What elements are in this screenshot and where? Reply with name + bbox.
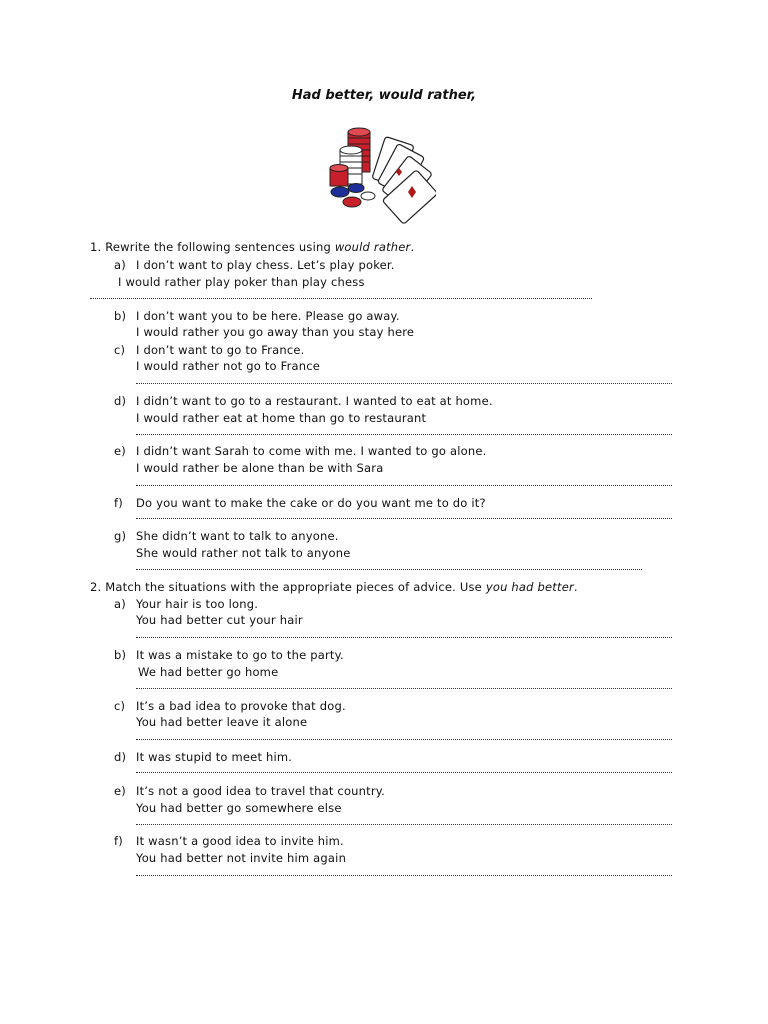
instruction-emphasis: you had better bbox=[485, 580, 574, 594]
section-1-instruction: 1. Rewrite the following sentences using would rather. bbox=[90, 240, 415, 254]
answer-line bbox=[136, 688, 672, 689]
answer-line bbox=[136, 383, 672, 384]
section-2-instruction: 2. Match the situations with the appropriate pieces of advice. Use you had better. bbox=[90, 580, 578, 594]
instruction-emphasis: would rather bbox=[334, 240, 411, 254]
exercise-answer: I would rather eat at home than go to restaurant bbox=[136, 411, 427, 425]
exercise-answer: I would rather not go to France bbox=[136, 359, 321, 373]
exercise-prompt: b) It was a mistake to go to the party. bbox=[114, 648, 344, 662]
section-number: 1. bbox=[90, 240, 102, 254]
exercise-prompt: g) She didn’t want to talk to anyone. bbox=[114, 529, 339, 543]
exercise-prompt: a) Your hair is too long. bbox=[114, 597, 259, 611]
exercise-prompt: f) Do you want to make the cake or do you want me to do it? bbox=[114, 496, 486, 510]
exercise-answer: She would rather not talk to anyone bbox=[136, 546, 351, 560]
worksheet-title: Had better, would rather, bbox=[291, 88, 477, 103]
exercise-answer: You had better cut your hair bbox=[136, 613, 303, 627]
exercise-answer: You had better leave it alone bbox=[136, 715, 308, 729]
exercise-prompt: e) I didn’t want Sarah to come with me. I wanted to go alone. bbox=[114, 444, 487, 458]
answer-line bbox=[136, 824, 672, 825]
poker-chips-and-cards-icon bbox=[326, 122, 436, 226]
exercise-prompt: d) I didn’t want to go to a restaurant. I wanted to eat at home. bbox=[114, 394, 493, 408]
instruction-text: Match the situations with the appropriate pieces of advice. Use bbox=[105, 580, 486, 594]
exercise-prompt: b) I don’t want you to be here. Please go away. bbox=[114, 309, 400, 323]
answer-line bbox=[136, 434, 672, 435]
exercise-prompt: d) It was stupid to meet him. bbox=[114, 750, 293, 764]
exercise-prompt: c) I don’t want to go to France. bbox=[114, 343, 305, 357]
answer-line bbox=[136, 875, 672, 876]
exercise-prompt: f) It wasn’t a good idea to invite him. bbox=[114, 834, 344, 848]
exercise-answer: You had better go somewhere else bbox=[136, 801, 342, 815]
exercise-prompt: c) It’s a bad idea to provoke that dog. bbox=[114, 699, 346, 713]
answer-line bbox=[136, 637, 672, 638]
exercise-prompt: a) I don’t want to play chess. Let’s play poker. bbox=[114, 258, 395, 272]
exercise-answer: You had better not invite him again bbox=[136, 851, 347, 865]
exercise-answer: I would rather play poker than play chess bbox=[118, 275, 365, 289]
answer-line bbox=[136, 485, 672, 486]
exercise-answer: We had better go home bbox=[138, 665, 279, 679]
answer-line bbox=[136, 739, 672, 740]
exercise-answer: I would rather you go away than you stay here bbox=[136, 325, 415, 339]
exercise-answer: I would rather be alone than be with Sara bbox=[136, 461, 384, 475]
exercise-prompt: e) It’s not a good idea to travel that country. bbox=[114, 784, 386, 798]
answer-line bbox=[136, 518, 672, 519]
section-number: 2. bbox=[90, 580, 102, 594]
answer-line bbox=[136, 772, 672, 773]
answer-line bbox=[136, 569, 642, 570]
instruction-text: Rewrite the following sentences using bbox=[105, 240, 335, 254]
answer-line bbox=[90, 298, 592, 299]
